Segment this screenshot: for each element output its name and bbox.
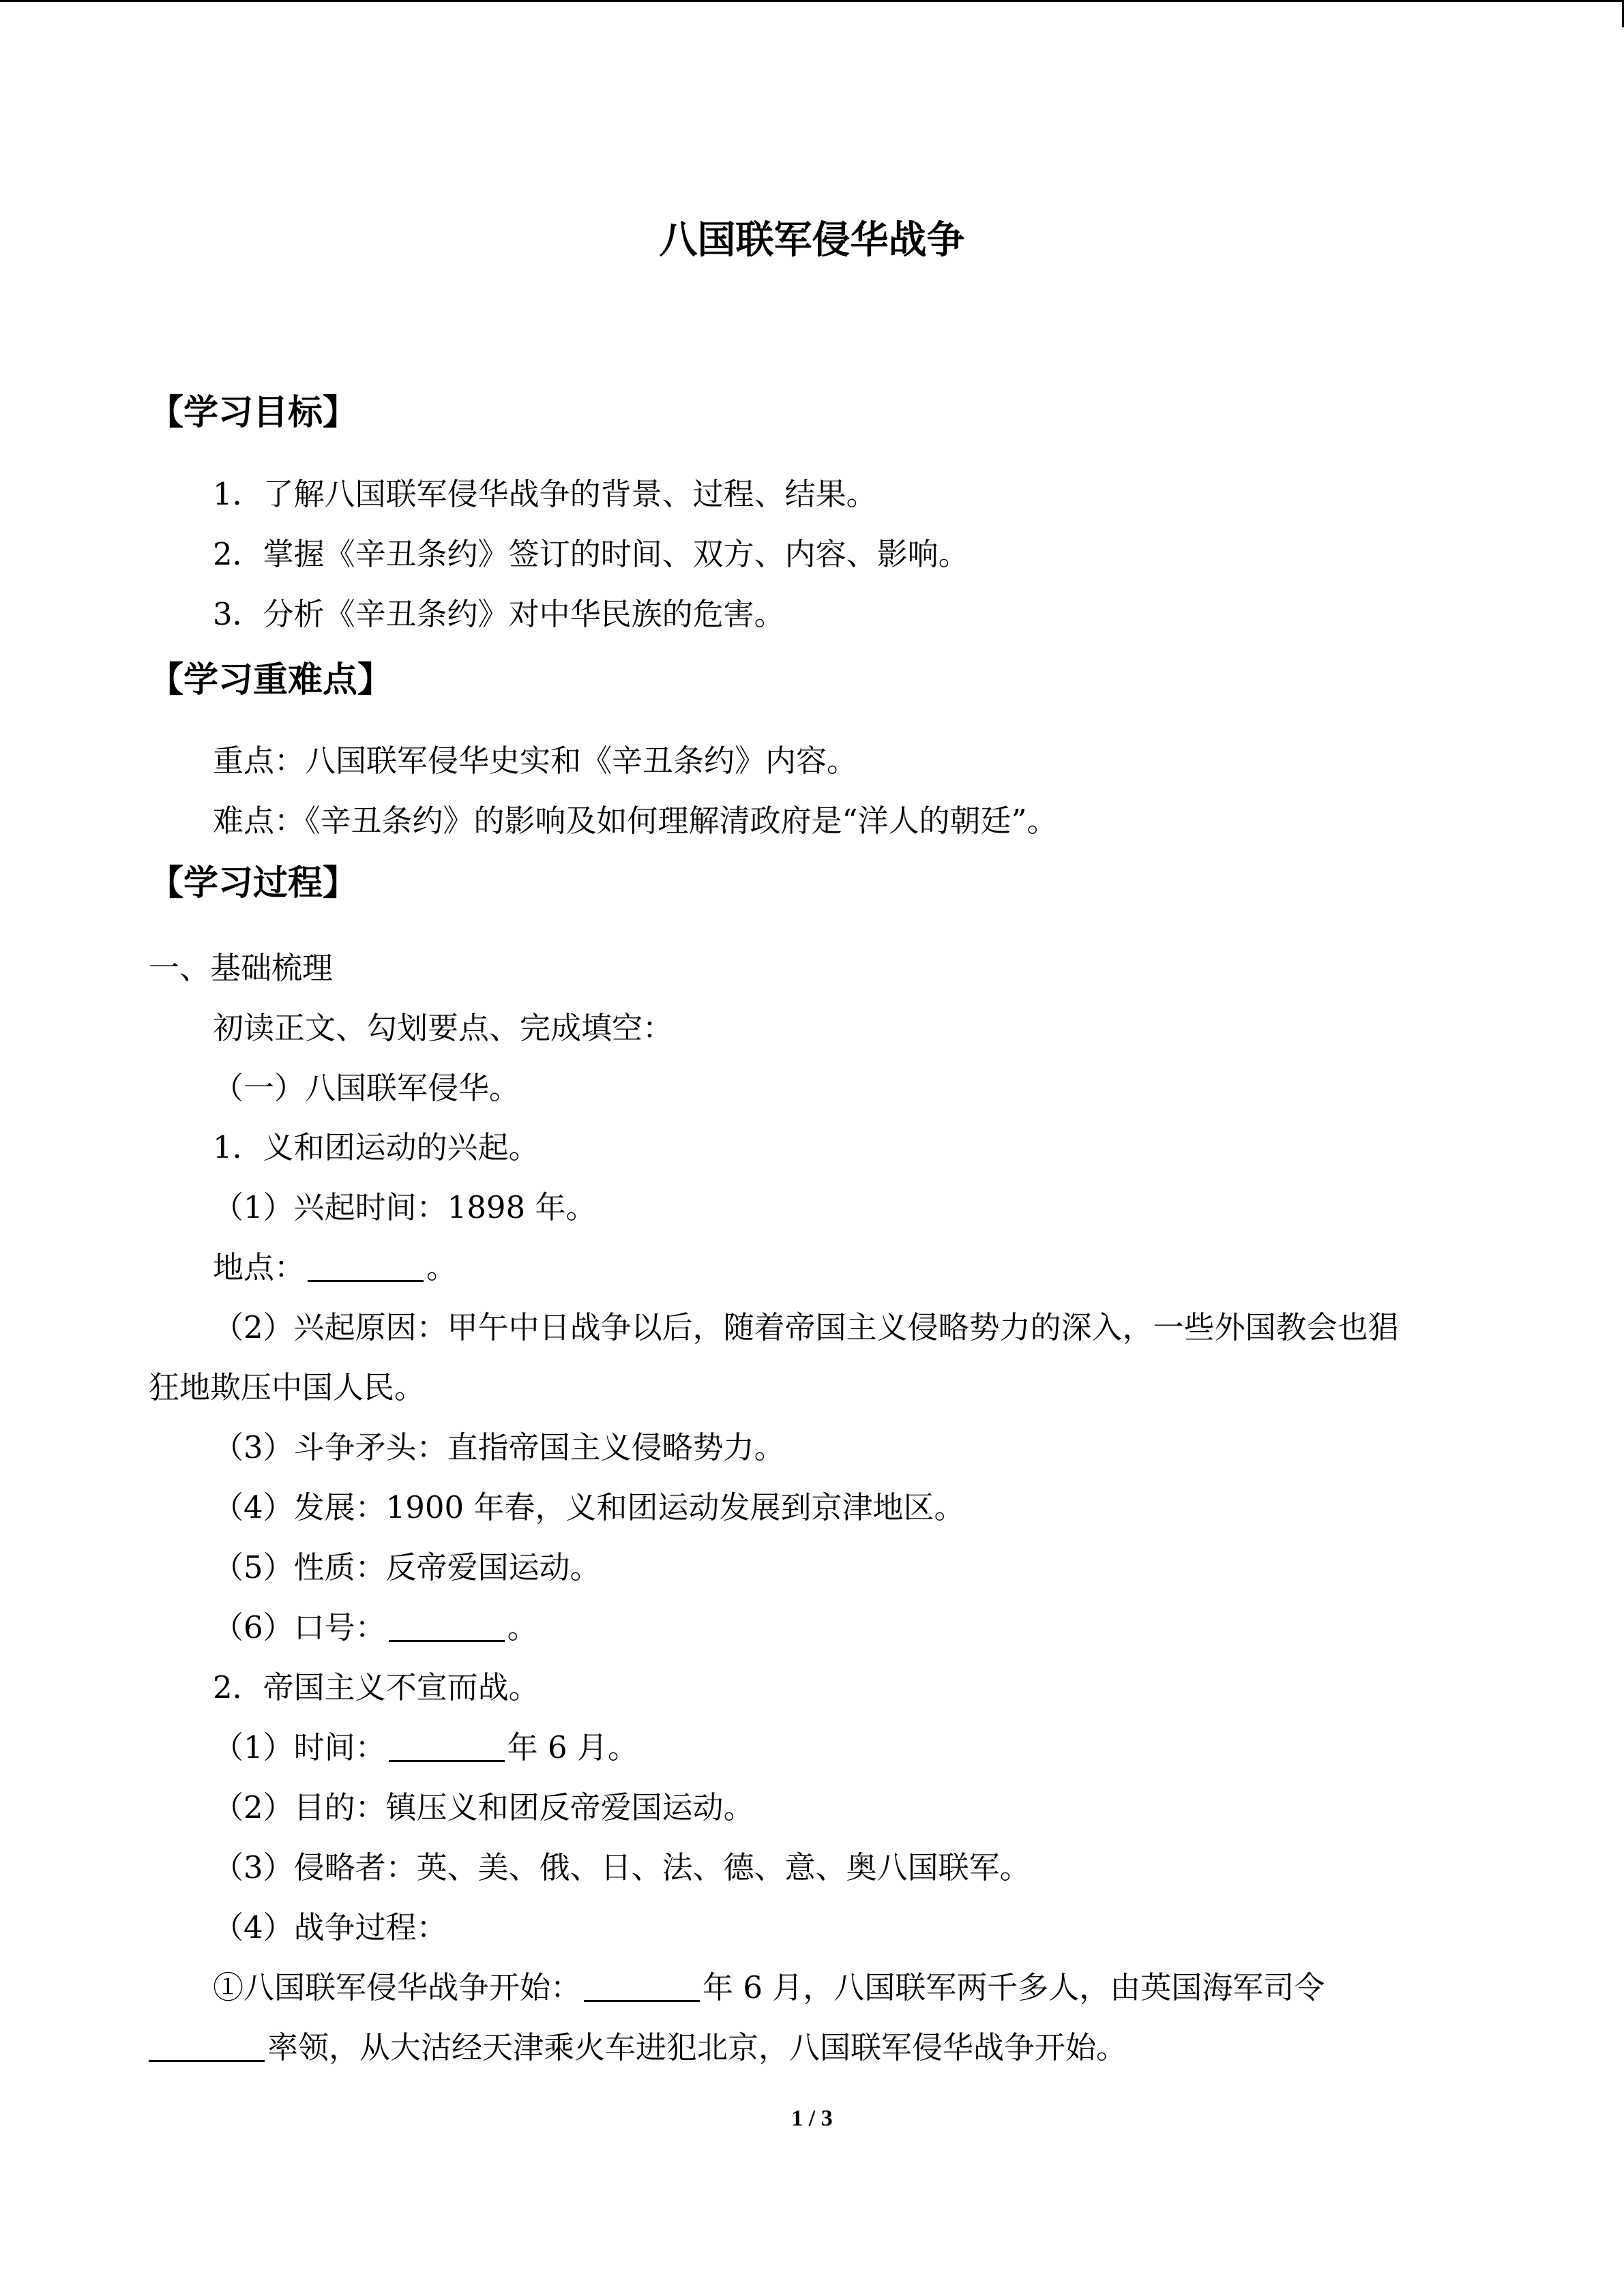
page-border-top [0, 0, 1624, 2]
process-line: （2）目的：镇压义和团反帝爱国运动。 [213, 1789, 754, 1825]
process-line: 初读正文、勾划要点、完成填空： [213, 1010, 674, 1046]
fill-suffix: 年 6 月。 [507, 1729, 638, 1765]
process-line: （一）八国联军侵华。 [213, 1070, 520, 1106]
process-line: （3）侵略者：英、美、俄、日、法、德、意、奥八国联军。 [213, 1849, 1031, 1885]
page-title: 八国联军侵华战争 [659, 218, 965, 263]
process-line: （4）发展：1900 年春，义和团运动发展到京津地区。 [213, 1489, 965, 1525]
heading-key-points: 【学习重难点】 [149, 660, 393, 700]
process-line-slogan [213, 1607, 538, 1648]
process-line-time [213, 1727, 638, 1768]
key-point-focus: 重点：八国联军侵华史实和《辛丑条约》内容。 [213, 743, 858, 779]
page-number: 1 / 3 [791, 2106, 833, 2131]
key-point-difficulty: 难点：《辛丑条约》的影响及如何理解清政府是“洋人的朝廷”。 [213, 803, 1058, 839]
process-line-war-start [213, 1967, 1325, 2008]
heading-learning-goals: 【学习目标】 [149, 393, 358, 433]
fill-label: （6）口号： [213, 1609, 386, 1645]
process-line: （5）性质：反帝爱国运动。 [213, 1549, 601, 1585]
fill-blank-location[interactable] [308, 1253, 424, 1282]
fill-blank-commander[interactable] [149, 2033, 265, 2062]
process-line-commander [149, 2027, 1127, 2068]
goal-item-1: 1．了解八国联军侵华战争的背景、过程、结果。 [213, 476, 877, 512]
fill-label: 地点： [213, 1249, 306, 1285]
process-line: （4）战争过程： [213, 1909, 447, 1945]
fill-label: ①八国联军侵华战争开始： [213, 1969, 582, 2006]
goal-item-2: 2．掌握《辛丑条约》签订的时间、双方、内容、影响。 [213, 536, 969, 572]
fill-blank-war-year[interactable] [584, 1973, 700, 2002]
process-line-location [213, 1247, 457, 1288]
process-line: 2．帝国主义不宣而战。 [213, 1669, 540, 1705]
fill-blank-slogan[interactable] [389, 1613, 505, 1642]
process-line: 1．义和团运动的兴起。 [213, 1129, 540, 1165]
process-line: （1）兴起时间：1898 年。 [213, 1189, 597, 1225]
fill-suffix: 。 [426, 1249, 458, 1285]
goal-item-3: 3．分析《辛丑条约》对中华民族的危害。 [213, 596, 785, 632]
fill-label: （1）时间： [213, 1729, 386, 1765]
fill-suffix: 年 6 月，八国联军两千多人，由英国海军司令 [703, 1969, 1325, 2006]
heading-learning-process: 【学习过程】 [149, 863, 358, 904]
process-line: （2）兴起原因：甲午中日战争以后，随着帝国主义侵略势力的深入，一些外国教会也猖 [213, 1309, 1399, 1345]
fill-suffix: 率领，从大沽经天津乘火车进犯北京，八国联军侵华战争开始。 [267, 2029, 1127, 2066]
process-line: （3）斗争矛头：直指帝国主义侵略势力。 [213, 1429, 785, 1465]
fill-suffix: 。 [507, 1609, 538, 1645]
process-line: 狂地欺压中国人民。 [149, 1369, 426, 1405]
process-line: 一、基础梳理 [149, 950, 334, 986]
fill-blank-year[interactable] [389, 1733, 505, 1762]
